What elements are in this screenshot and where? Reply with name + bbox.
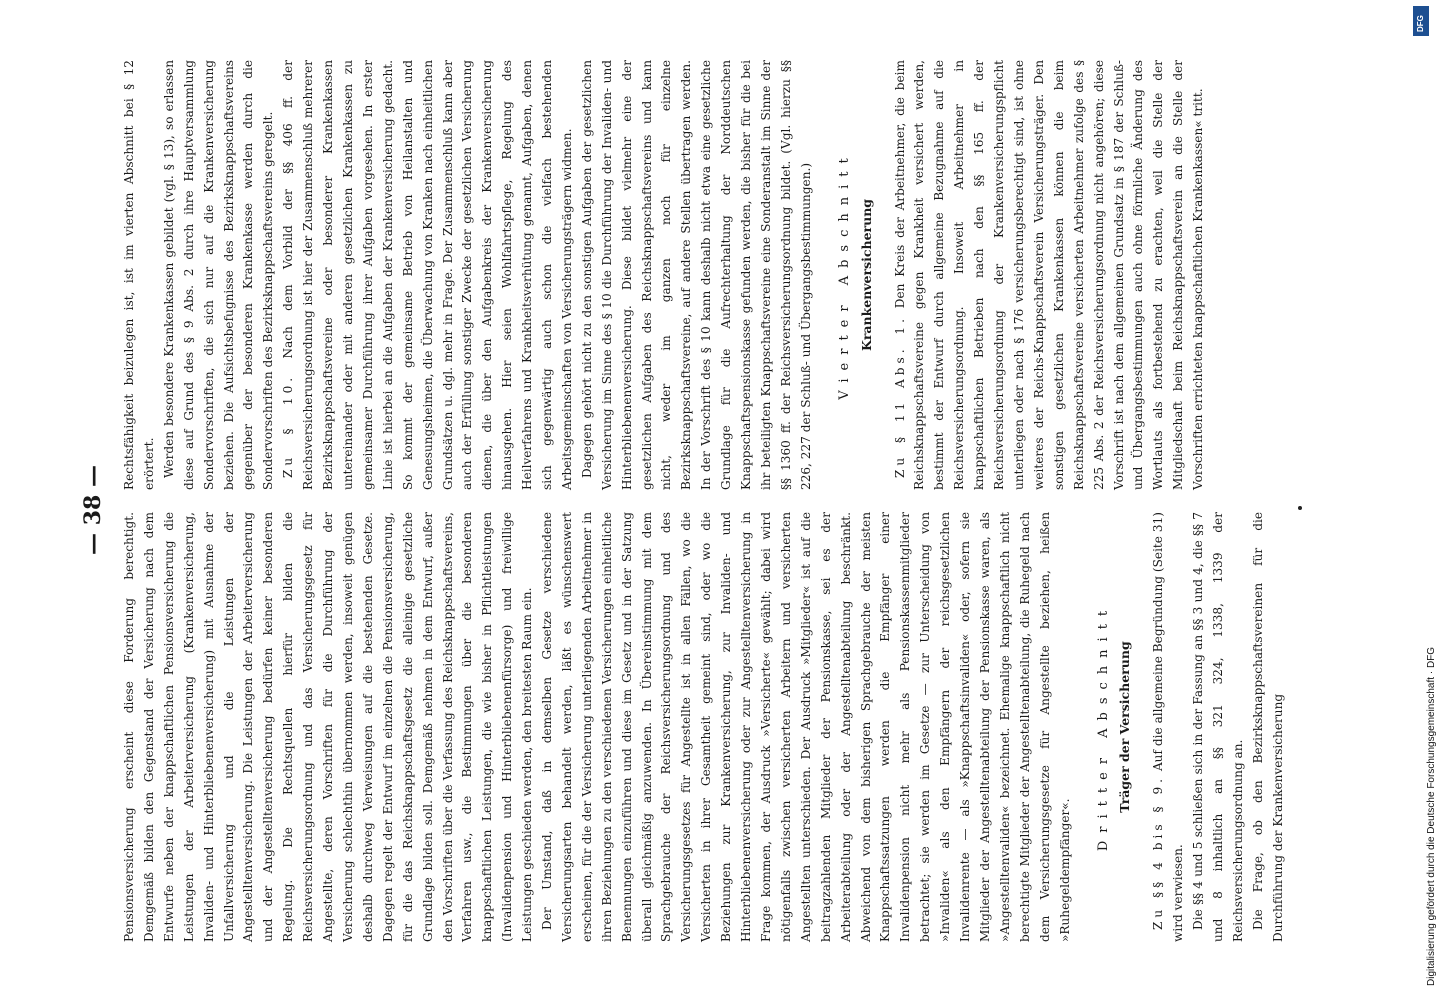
right-paragraph-4: Dagegen gehört nicht zu den sonstigen Aufgaben der gesetzlichen Versicherung im Sinne des § 10 die Durchführung der Invaliden- und Hinterbliebenenversicherung. Diese bildet vielmehr eine der gesetzlichen Aufgaben des Reichsknappschaftsvereins und kann nicht, weder im ganzen noch für einzelne Bezirksknappschaftsvereine, auf andere Stellen übertragen werden. In der Vorschrift des § 10 kann deshalb nicht etwa eine gesetzliche Grundlage für die Aufrechterhaltung der Norddeutschen Knappschaftspensionskasse gefunden werden, die bisher für die bei ihr beteiligten Knappschaftsvereine eine Sonderanstalt im Sinne der §§ 1360 ff. der Reichsversicherungsordnung bildet. (Vgl. hierzu §§ 226, 227 der Schluß- und Übergangsbestimmungen.) xyxy=(579,60,813,490)
right-paragraph-5-lead: Zu § 11 Abs. 1. xyxy=(892,315,907,478)
page-number: — 38 — xyxy=(80,465,106,555)
dot-mark xyxy=(1298,506,1302,510)
digitization-note xyxy=(1410,6,1437,996)
right-paragraph-5: Den Kreis der Arbeitnehmer, die beim Reichsknappschaftsvereine gegen Krankheit versichert werden, bestimmt der Entwurf durch allgemeine Bezugnahme auf die Reichsversicherungsordnung. Insoweit Arbeitnehmer in knappschaftlichen Betrieben nach den §§ 165 ff. der Reichsversicherungsordnung der Krankenversicherungspflicht unterliegen oder nach § 176 versicherungsberechtigt sind, ist ohne weiteres der Reichs-Knappschaftsverein Versicherungsträger. Den sonstigen gesetzlichen Krankenkassen können die beim Reichsknappschaftsvereine versicherten Arbeitnehmer zufolge des § 225 Abs. 2 der Reichsversicherungsordnung nicht angehören; diese Vorschrift ist nach dem allgemeinen Grundsatz in § 187 der Schluß- und Übergangsbestimmungen auch ohne förmliche Änderung des Wortlauts als fortbestehend zu erachten, weil die Stelle der Mitgliedschaft beim Reichsknappschaftsverein an die Stelle der Vorschriften errichteten knappschaftlichen Krankenkassen« tritt. xyxy=(892,60,1206,490)
left-paragraph-3: Auf die allgemeine Begründung (Seite 31) wird verwiesen. xyxy=(1151,512,1186,942)
right-paragraph-3-lead: Zu § 10. xyxy=(281,373,296,478)
right-paragraph-3: Nach dem Vorbild der §§ 406 ff. der Reichsversicherungsordnung ist hier der Zusammenschluß mehrerer Bezirksknappschaftsvereine oder besonderer Krankenkassen untereinander oder mit anderen gesetzlichen Krankenkassen zu gemeinsamer Durchführung ihrer Aufgaben vorgesehen. In erster Linie ist hierbei an die Aufgaben der Krankenversicherung gedacht. So kommt der gemeinsame Betrieb von Heilanstalten und Genesungsheimen, die Überwachung von Kranken nach einheitlichen Grundsätzen u. dgl. mehr in Frage. Der Zusammenschluß kann aber auch der Erfüllung sonstiger Zwecke der gesetzlichen Versicherung dienen, die über den Aufgabenkreis der Krankenversicherung hinausgehen. Hier seien Wohlfahrtspflege, Regelung des Heilverfahrens und Krankheitsverhütung genannt, Aufgaben, denen sich gegenwärtig auch schon die vielfach bestehenden Arbeitsgemeinschaften von Versicherungsträgern widmen. xyxy=(281,60,574,490)
right-paragraph-1: Rechtsfähigkeit beizulegen ist, ist im vierten Abschnitt bei § 12 erörtert. xyxy=(122,60,156,490)
section-subtitle-traeger: Träger der Versicherung xyxy=(1117,641,1133,813)
section-title-dritter: Dritter Abschnitt xyxy=(1095,602,1111,852)
left-paragraph-4: Die §§ 4 und 5 schließen sich in der Fassung an §§ 3 und 4, die §§ 7 und 8 inhaltlich an §§ 321 324, 1338, 1339 der Reichsversicherungsordnung an. xyxy=(1191,512,1245,942)
rotated-page xyxy=(80,60,1330,960)
dfg-logo-icon: DFG xyxy=(1413,6,1429,36)
right-column xyxy=(120,60,1330,490)
left-paragraph-1: Pensionsversicherung erscheint diese Forderung berechtigt. Demgemäß bilden den Gegenstand der Versicherung nach dem Entwurfe neben der knappschaftlichen Pensionsversicherung die Leistungen der Arbeiterversicherung (Krankenversicherung, Invaliden- und Hinterbliebenenversicherung) mit Ausnahme der Unfallversicherung und die Leistungen der Angestelltenversicherung. Die Leistungen der Arbeiterversicherung und der Angestelltenversicherung bedürfen keiner besonderen Regelung. Die Rechtsquellen hierfür bilden die Reichsversicherungsordnung und das Versicherungsgesetz für Angestellte, deren Vorschriften für die Durchführung der Versicherung schlechthin übernommen werden, insoweit genügen deshalb durchweg Verweisungen auf die bestehenden Gesetze. Dagegen regelt der Entwurf im einzelnen die Pensionsversicherung, für die das Reichsknappschaftsgesetz die alleinige gesetzliche Grundlage bilden soll. Demgemäß nehmen in dem Entwurf, außer den Vorschriften über die Verfassung des Reichsknappschaftsvereins, Verfahren usw., die Bestimmungen über die besonderen knappschaftlichen Leistungen, die wie bisher in Pflichtleistungen (Invalidenpension und Hinterbliebenenfürsorge) und freiwillige Leistungen geschieden werden, den breitesten Raum ein. xyxy=(122,512,535,942)
section-subtitle-kranken: Krankenversicherung xyxy=(858,198,874,352)
right-paragraph-2: Werden besondere Krankenkassen gebildet (vgl. § 13), so erlassen diese auf Grund des § 9 Abs. 2 durch ihre Hauptversammlung Sondervorschriften, die sich nur auf die Krankenversicherung beziehen. Die Aufsichtsbefugnisse des Bezirksknappschaftsvereins gegenüber der besonderen Krankenkasse werden durch die Sondervorschriften des Bezirksknappschaftsvereins geregelt. xyxy=(161,60,276,490)
left-paragraph-3-lead: Zu §§ 4 bis § 9. xyxy=(1151,774,1166,930)
section-title-vierter: Vierter Abschnitt xyxy=(836,150,852,400)
left-paragraph-5: Die Frage, ob den Bezirksknappschaftsvereinen für die Durchführung der Krankenversicherung xyxy=(1250,512,1285,942)
left-column xyxy=(120,512,1330,942)
left-paragraph-2: Der Umstand, daß in demselben Gesetze verschiedene Versicherungsarten behandelt werden, läßt es wünschenswert erscheinen, für die der Versicherung unterliegenden Arbeitnehmer in ihren Beziehungen zu den verschiedenen Versicherungen einheitliche Benennungen einzuführen und diese im Gesetz und in der Satzung überall gleichmäßig anzuwenden. In Übereinstimmung mit dem Sprachgebrauche der Reichsversicherungsordnung und des Versicherungsgesetzes für Angestellte ist in allen Fällen, wo die Versicherten in ihrer Gesamtheit gemeint sind, oder wo die Beziehungen zur Krankenversicherung, zur Invaliden- und Hinterbliebenenversicherung oder zur Angestelltenversicherung in Frage kommen, der Ausdruck »Versicherte« gewählt; dabei wird nötigenfalls zwischen versicherten Arbeitern und versicherten Angestellten unterschieden. Der Ausdruck »Mitglieder« ist auf die beitragzahlenden Mitglieder der Pensionskasse, sei es der Arbeiterabteilung oder der Angestelltenabteilung beschränkt. Abweichend von dem bisherigen Sprachgebrauche der meisten Knappschaftssatzungen werden die Empfänger einer Invalidenpension nicht mehr als Pensionskassenmitglieder betrachtet; sie werden im Gesetze — zur Unterscheidung von »Invaliden« als den Empfängern der reichsgesetzlichen Invalidenrente — als »Knappschaftsinvaliden« oder, sofern sie Mitglieder der Angestelltenabteilung der Pensionskasse waren, als »Angestelltenvaliden« bezeichnet. Ehemalige knappschaftlich nicht berechtigte Mitglieder der Angestelltenabteilung, die Ruhegeld nach dem Versicherungsgesetze für Angestellte beziehen, heißen »Ruhegeldempfänger«. xyxy=(540,512,1072,942)
digitization-note-text: Digitalisierung gefördert durch die Deutsche Forschungsgemeinschaft · DFG xyxy=(1426,646,1437,986)
